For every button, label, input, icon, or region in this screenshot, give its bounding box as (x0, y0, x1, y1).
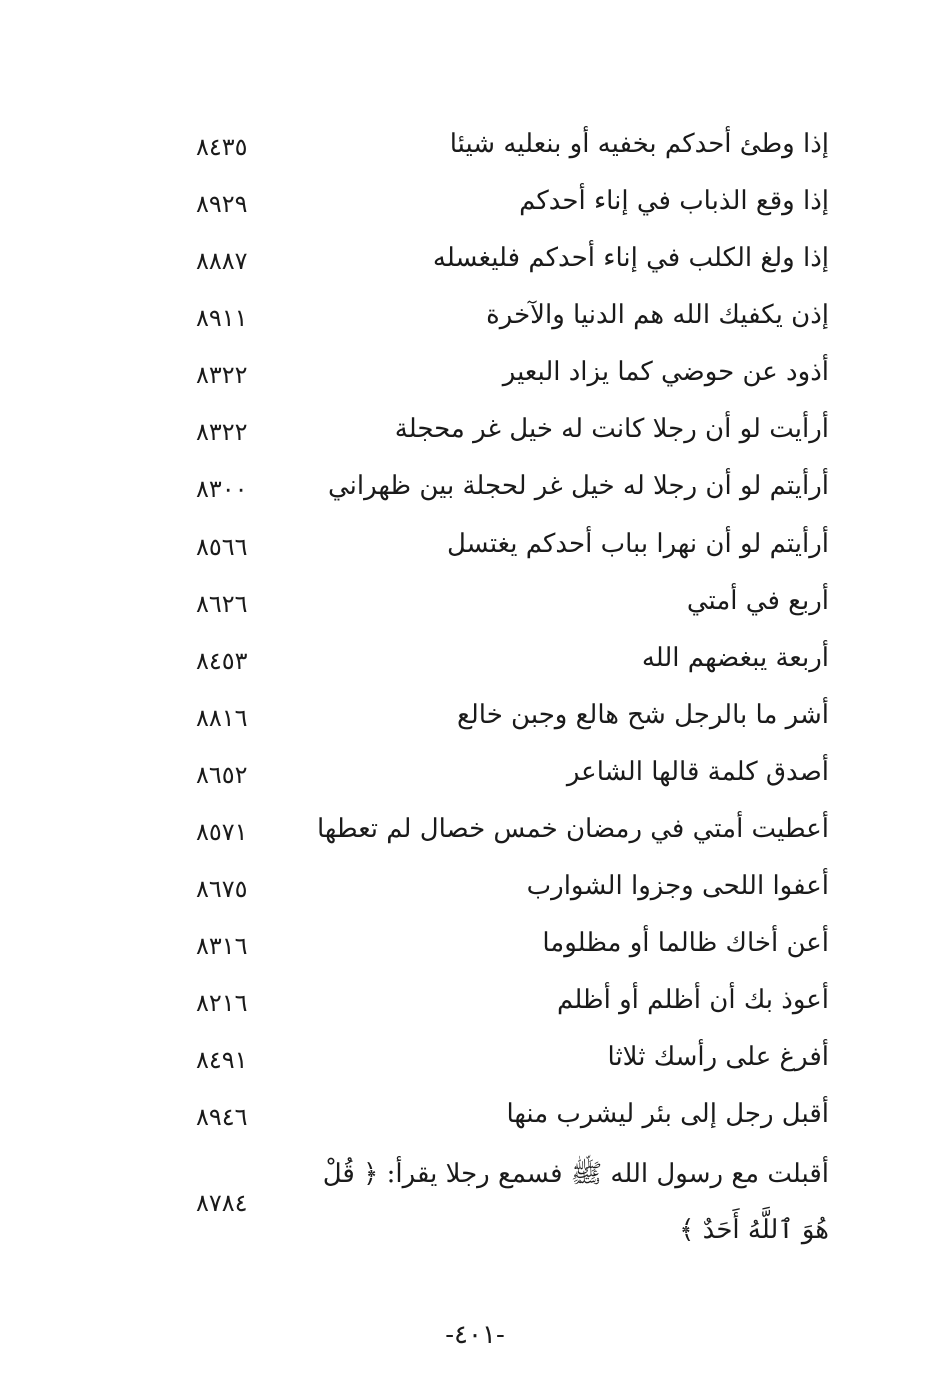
entry-phrase: أرأيت لو أن رجلا كانت له خيل غر محجلة (394, 414, 829, 444)
index-entry (0, 466, 941, 522)
entry-phrase: أعوذ بك أن أظلم أو أظلم (557, 985, 829, 1015)
index-entry (0, 923, 941, 979)
index-entry (0, 1037, 941, 1093)
index-entry (0, 181, 941, 237)
entry-number: ٨٧٨٤ (196, 1189, 248, 1217)
entry-number: ٨٣٢٢ (196, 361, 248, 389)
index-entry (0, 1146, 941, 1266)
entry-number: ٨٦٢٦ (196, 590, 248, 618)
index-entry (0, 124, 941, 180)
entry-phrase: إذا وقع الذباب في إناء أحدكم (519, 186, 829, 216)
page-number: -٤٠١- (445, 1320, 505, 1350)
entry-phrase: أقبلت مع رسول الله ﷺ فسمع رجلا يقرأ: ﴿ قُلْ هُوَ ٱللَّهُ أَحَدٌ ﴾ (322, 1159, 829, 1245)
index-entry (0, 409, 941, 465)
entry-number: ٨٤٩١ (196, 1046, 248, 1074)
index-entry (0, 524, 941, 580)
index-entry (0, 695, 941, 751)
index-entry (0, 581, 941, 637)
entry-phrase: أربع في أمتي (686, 586, 829, 616)
entry-number: ٨٦٧٥ (196, 875, 248, 903)
entry-number: ٨٣٠٠ (196, 475, 248, 503)
entry-phrase: أعن أخاك ظالما أو مظلوما (542, 928, 829, 958)
entry-number: ٨٨١٦ (196, 704, 248, 732)
index-entry (0, 752, 941, 808)
index-entry (0, 295, 941, 351)
index-entry (0, 1094, 941, 1150)
entry-number: ٨٣٢٢ (196, 418, 248, 446)
entry-phrase: أفرغ على رأسك ثلاثا (607, 1042, 829, 1072)
entry-number: ٨٤٣٥ (196, 133, 248, 161)
entry-phrase: أصدق كلمة قالها الشاعر (566, 757, 829, 787)
entry-number: ٨٤٥٣ (196, 647, 248, 675)
entry-number: ٨٨٨٧ (196, 247, 248, 275)
entry-phrase: أرأيتم لو أن رجلا له خيل غر لحجلة بين ظهراني (327, 471, 829, 501)
entry-phrase: أشر ما بالرجل شح هالع وجبن خالع (457, 700, 829, 730)
entry-phrase: إذن يكفيك الله هم الدنيا والآخرة (486, 300, 829, 330)
entry-phrase: أعفوا اللحى وجزوا الشوارب (526, 871, 829, 901)
entry-number: ٨٩١١ (196, 304, 248, 332)
entry-number: ٨٦٥٢ (196, 761, 248, 789)
index-entry (0, 238, 941, 294)
entry-phrase: إذا وطئ أحدكم بخفيه أو بنعليه شيئا (449, 129, 829, 159)
entry-number: ٨٥٦٦ (196, 533, 248, 561)
index-entry (0, 638, 941, 694)
entry-number: ٨٣١٦ (196, 932, 248, 960)
entry-number: ٨٢١٦ (196, 989, 248, 1017)
entry-phrase: أعطيت أمتي في رمضان خمس خصال لم تعطها (316, 814, 829, 844)
index-entry (0, 809, 941, 865)
entry-phrase: أربعة يبغضهم الله (641, 643, 829, 673)
entry-phrase: أذود عن حوضي كما يزاد البعير (502, 357, 829, 387)
entry-phrase: إذا ولغ الكلب في إناء أحدكم فليغسله (432, 243, 829, 273)
entry-phrase: أرأيتم لو أن نهرا بباب أحدكم يغتسل (446, 529, 829, 559)
entry-number: ٨٩٤٦ (196, 1103, 248, 1131)
entry-phrase: أقبل رجل إلى بئر ليشرب منها (506, 1099, 829, 1129)
index-entry (0, 866, 941, 922)
entry-number: ٨٥٧١ (196, 818, 248, 846)
entry-number: ٨٩٢٩ (196, 190, 248, 218)
index-entry (0, 980, 941, 1036)
index-entry (0, 352, 941, 408)
